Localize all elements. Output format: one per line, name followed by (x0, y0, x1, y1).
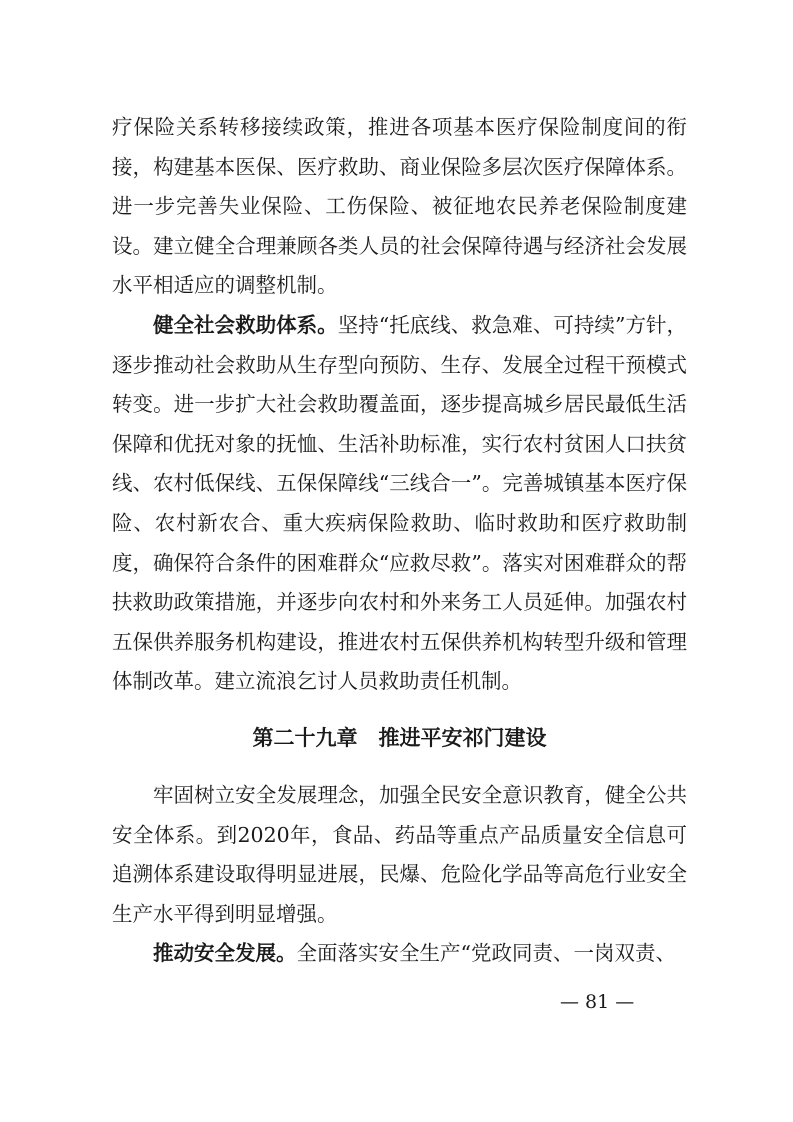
chapter-title: 第二十九章 推进平安祁门建设 (252, 725, 547, 750)
paragraph-text: 全面落实安全生产“党政同责、一岗双责、 (296, 941, 676, 966)
paragraph-text: 坚持“托底线、救急难、可持续”方针，逐步推动社会救助从生存型向预防、生存、发展全过程干预模式转变。进一步扩大社会救助覆盖面，逐步提高城乡居民最低生活保障和优抚对象的抚恤、生活补助标准，实行农村贫困人口扶贫线、农村低保线、五保保障线“三线合一”。完善城镇基本医疗保险、农村新农合、重大疾病保险救助、临时救助和医疗救助制度，确保符合条件的困难群众“应救尽救”。落实对困难群众的帮扶救助政策措施，并逐步向农村和外来务工人员延伸。加强农村五保供养服务机构建设，推进农村五保供养机构转型升级和管理体制改革。建立流浪乞讨人员救助责任机制。 (112, 312, 687, 694)
paragraph-text: 疗保险关系转移接续政策，推进各项基本医疗保险制度间的衔接，构建基本医保、医疗救助、商业保险多层次医疗保障体系。进一步完善失业保险、工伤保险、被征地农民养老保险制度建设。建立健全合理兼顾各类人员的社会保障待遇与经济社会发展水平相适应的调整机制。 (112, 115, 687, 298)
paragraph-safety-intro (112, 776, 687, 934)
paragraph-safe-development (112, 934, 687, 974)
paragraph-text: 牢固树立安全发展理念，加强全民安全意识教育，健全公共安全体系。到2020年，食品、药品等重点产品质量安全信息可追溯体系建设取得明显进展，民爆、危险化学品等高危行业安全生产水平得到明显增强。 (112, 782, 687, 926)
paragraph-medical-insurance (112, 108, 687, 306)
paragraph-social-assistance (112, 306, 687, 702)
page-body (112, 108, 687, 974)
paragraph-heading: 推动安全发展。 (153, 941, 297, 966)
paragraph-heading: 健全社会救助体系。 (153, 312, 338, 337)
page-number: — 81 — (560, 991, 635, 1013)
